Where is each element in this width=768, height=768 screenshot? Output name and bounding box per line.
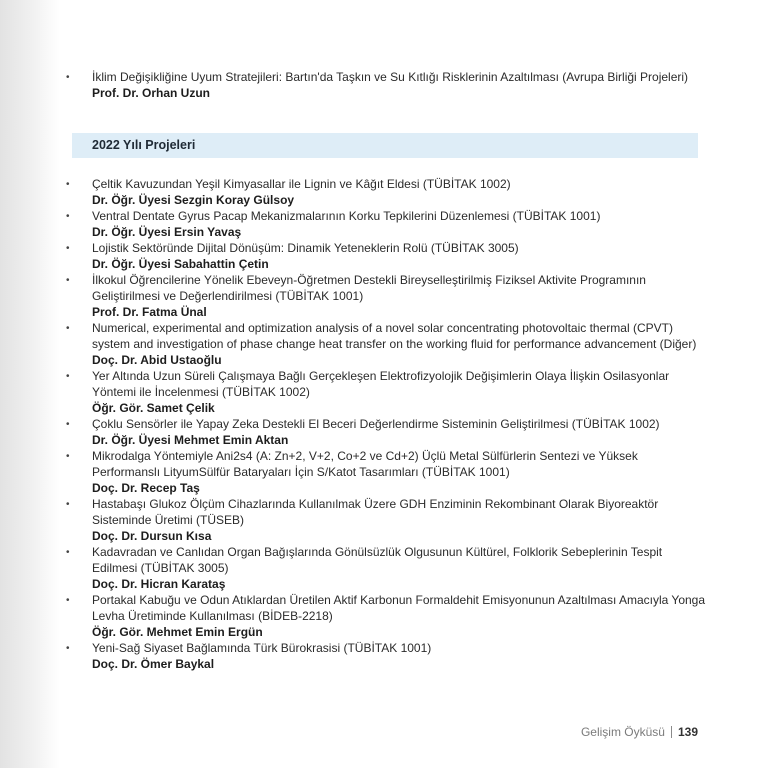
project-author: Dr. Öğr. Üyesi Sabahattin Çetin	[92, 257, 269, 271]
page-footer	[581, 725, 698, 739]
project-title: Yeni-Sağ Siyaset Bağlamında Türk Bürokrasisi (TÜBİTAK 1001)	[92, 641, 432, 655]
bullet-marker: •	[66, 179, 70, 190]
bullet-marker: •	[66, 243, 70, 254]
project-author: Doç. Dr. Ömer Baykal	[92, 657, 215, 671]
project-item	[66, 544, 706, 592]
page-edge-shadow	[0, 0, 60, 768]
project-title: Lojistik Sektöründe Dijital Dönüşüm: Dinamik Yeteneklerin Rolü (TÜBİTAK 3005)	[92, 241, 519, 255]
project-author: Dr. Öğr. Üyesi Ersin Yavaş	[92, 225, 242, 239]
section-header	[72, 133, 698, 158]
project-item	[66, 640, 706, 672]
project-title: İklim Değişikliğine Uyum Stratejileri: Bartın'da Taşkın ve Su Kıtlığı Risklerinin Azaltılması (Avrupa Birliği Projeleri)	[92, 70, 689, 84]
project-item	[66, 176, 706, 208]
chapter-name: Gelişim Öyküsü	[580, 725, 665, 739]
project-item	[66, 208, 706, 240]
project-item	[66, 496, 706, 544]
bullet-marker: •	[66, 547, 70, 558]
bullet-marker: •	[66, 595, 70, 606]
project-title: Yer Altında Uzun Süreli Çalışmaya Bağlı Gerçekleşen Elektrofizyolojik Değişimlerin Olaya İlişkin Osilasyonlar Yöntemi ile İncelenmesi (TÜBİTAK 1002)	[92, 369, 670, 399]
bullet-marker: •	[66, 275, 70, 286]
project-list	[66, 176, 706, 672]
bullet-marker: •	[66, 419, 70, 430]
project-author: Doç. Dr. Abid Ustaoğlu	[92, 353, 222, 367]
project-author: Öğr. Gör. Mehmet Emin Ergün	[92, 625, 263, 639]
bullet-marker: •	[66, 451, 70, 462]
project-item	[66, 448, 706, 496]
project-author: Prof. Dr. Orhan Uzun	[92, 86, 211, 100]
project-title: Mikrodalga Yöntemiyle Ani2s4 (A: Zn+2, V+2, Co+2 ve Cd+2) Üçlü Metal Sülfürlerin Sentezi ve Yüksek Performanslı LityumSülfür Bataryaları İçin S/Katot Tasarımları (TÜBİTAK 1001)	[92, 449, 638, 479]
project-author: Dr. Öğr. Üyesi Mehmet Emin Aktan	[92, 433, 289, 447]
project-author: Doç. Dr. Hicran Karataş	[92, 577, 226, 591]
page-number: 139	[677, 725, 698, 739]
project-author: Dr. Öğr. Üyesi Sezgin Koray Gülsoy	[92, 193, 295, 207]
project-author: Prof. Dr. Fatma Ünal	[92, 305, 207, 319]
project-item	[66, 69, 706, 101]
project-title: Numerical, experimental and optimization analysis of a novel solar concentrating photovoltaic thermal (CPVT) system and investigation of phase change heat transfer on the working fluid for performance advancement (Diğer)	[92, 321, 697, 351]
project-item	[66, 320, 706, 368]
project-item	[66, 416, 706, 448]
project-item	[66, 592, 706, 640]
project-item	[66, 368, 706, 416]
bullet-marker: •	[66, 643, 70, 654]
project-title: Çeltik Kavuzundan Yeşil Kimyasallar ile Lignin ve Kâğıt Eldesi (TÜBİTAK 1002)	[92, 177, 511, 191]
section-title: 2022 Yılı Projeleri	[92, 138, 196, 152]
project-item	[66, 272, 706, 320]
project-author: Doç. Dr. Recep Taş	[92, 481, 200, 495]
project-title: Kadavradan ve Canlıdan Organ Bağışlarında Gönülsüzlük Olgusunun Kültürel, Folklorik Sebeplerinin Tespit Edilmesi (TÜBİTAK 3005)	[92, 545, 663, 575]
footer-divider	[671, 726, 672, 738]
project-author: Doç. Dr. Dursun Kısa	[92, 529, 212, 543]
project-title: İlkokul Öğrencilerine Yönelik Ebeveyn-Öğretmen Destekli Bireyselleştirilmiş Fiziksel Aktivite Programının Geliştirilmesi ve Değerlendirilmesi (TÜBİTAK 1001)	[92, 273, 646, 303]
project-title: Ventral Dentate Gyrus Pacap Mekanizmalarının Korku Tepkilerini Düzenlemesi (TÜBİTAK 1001)	[92, 209, 601, 223]
project-title: Hastabaşı Glukoz Ölçüm Cihazlarında Kullanılmak Üzere GDH Enziminin Rekombinant Olarak Biyoreaktör Sisteminde Üretimi (TÜSEB)	[92, 497, 659, 527]
bullet-marker: •	[66, 72, 70, 83]
bullet-marker: •	[66, 371, 70, 382]
project-title: Portakal Kabuğu ve Odun Atıklardan Üretilen Aktif Karbonun Formaldehit Emisyonunun Azaltılması Amacıyla Yonga Levha Üretiminde Kullanılması (BİDEB-2218)	[92, 593, 706, 623]
project-item	[66, 240, 706, 272]
bullet-marker: •	[66, 211, 70, 222]
project-author: Öğr. Gör. Samet Çelik	[92, 401, 215, 415]
bullet-marker: •	[66, 323, 70, 334]
project-title: Çoklu Sensörler ile Yapay Zeka Destekli El Beceri Değerlendirme Sisteminin Geliştirilmesi (TÜBİTAK 1002)	[92, 417, 660, 431]
bullet-marker: •	[66, 499, 70, 510]
